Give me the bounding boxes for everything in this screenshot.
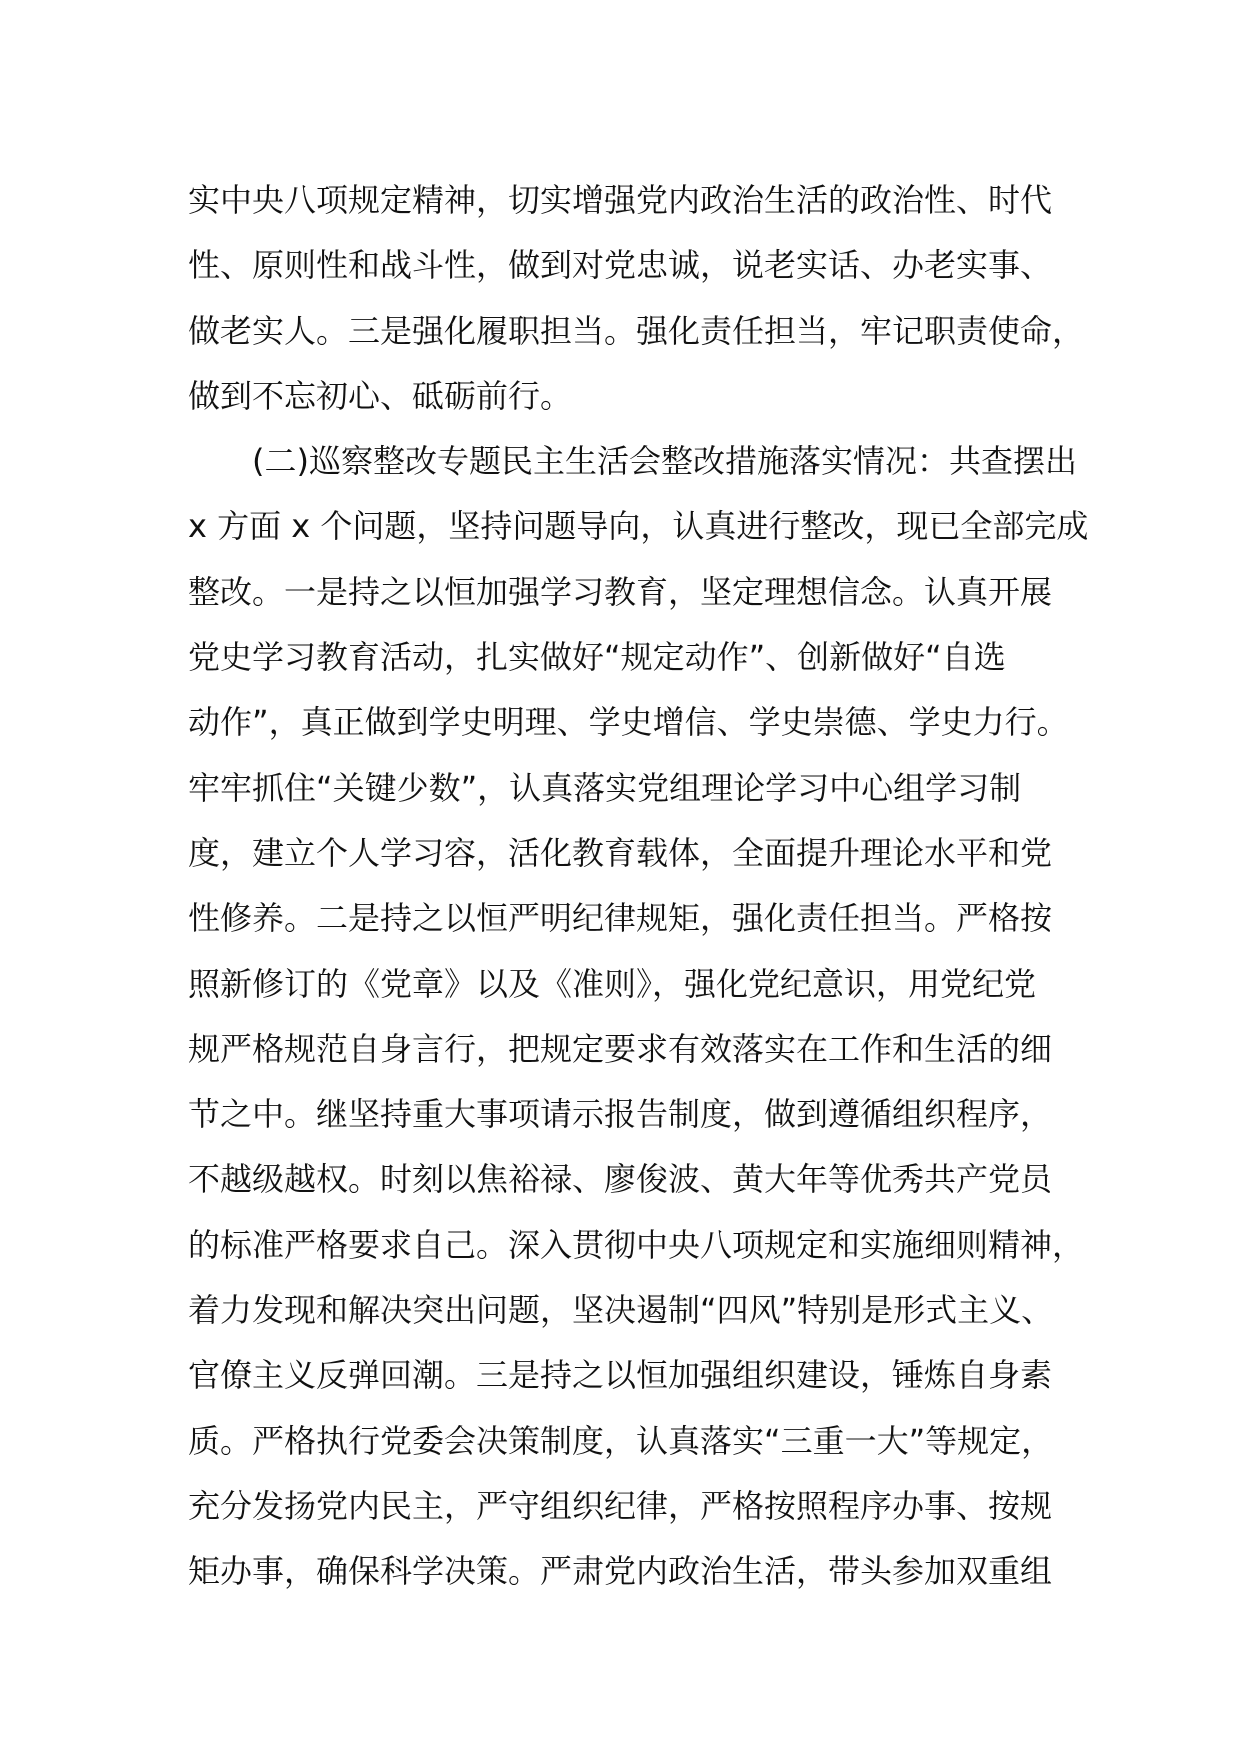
text-line: 不越级越权。时刻以焦裕禄、廖俊波、黄大年等优秀共产党员 — [188, 1160, 1053, 1199]
text-line: 动作”，真正做到学史明理、学史增信、学史崇德、学史力行。 — [188, 703, 1069, 742]
text-line: 充分发扬党内民主，严守组织纪律，严格按照程序办事、按规 — [188, 1486, 1053, 1525]
text-line: 官僚主义反弹回潮。三是持之以恒加强组织建设，锤炼自身素 — [188, 1356, 1053, 1395]
text-line: 矩办事，确保科学决策。严肃党内政治生活，带头参加双重组 — [188, 1552, 1053, 1591]
text-line: 做到不忘初心、砥砺前行。 — [188, 376, 573, 415]
text-line: 党史学习教育活动，扎实做好“规定动作”、创新做好“自选 — [188, 638, 1006, 677]
text-line: 规严格规范自身言行，把规定要求有效落实在工作和生活的细 — [188, 1029, 1053, 1068]
text-line: 照新修订的《党章》以及《准则》，强化党纪意识，用党纪党 — [188, 964, 1037, 1003]
text-line: 牢牢抓住“关键少数”，认真落实党组理论学习中心组学习制 — [188, 768, 1022, 807]
text-line: 着力发现和解决突出问题，坚决遏制“四风”特别是形式主义、 — [188, 1291, 1054, 1330]
text-line: 节之中。继坚持重大事项请示报告制度，做到遵循组织程序， — [188, 1095, 1053, 1134]
section-heading-line: (二)巡察整改专题民主生活会整改措施落实情况：共查摆出 — [252, 442, 1077, 481]
text-line: 整改。一是持之以恒加强学习教育，坚定理想信念。认真开展 — [188, 572, 1053, 611]
text-line: 性、原则性和战斗性，做到对党忠诚，说老实话、办老实事、 — [188, 246, 1053, 285]
text-line: 的标准严格要求自己。深入贯彻中央八项规定和实施细则精神， — [188, 1225, 1085, 1264]
text-line: 性修养。二是持之以恒严明纪律规矩，强化责任担当。严格按 — [188, 899, 1053, 938]
body-text — [188, 168, 1088, 1605]
text-line: 质。严格执行党委会决策制度，认真落实“三重一大”等规定， — [188, 1421, 1054, 1460]
text-line: x 方面 x 个问题，坚持问题导向，认真进行整改，现已全部完成 — [188, 507, 1089, 546]
text-line: 做老实人。三是强化履职担当。强化责任担当，牢记职责使命， — [188, 311, 1085, 350]
text-line: 度，建立个人学习容，活化教育载体，全面提升理论水平和党 — [188, 833, 1053, 872]
text-line: 实中央八项规定精神，切实增强党内政治生活的政治性、时代 — [188, 181, 1053, 219]
